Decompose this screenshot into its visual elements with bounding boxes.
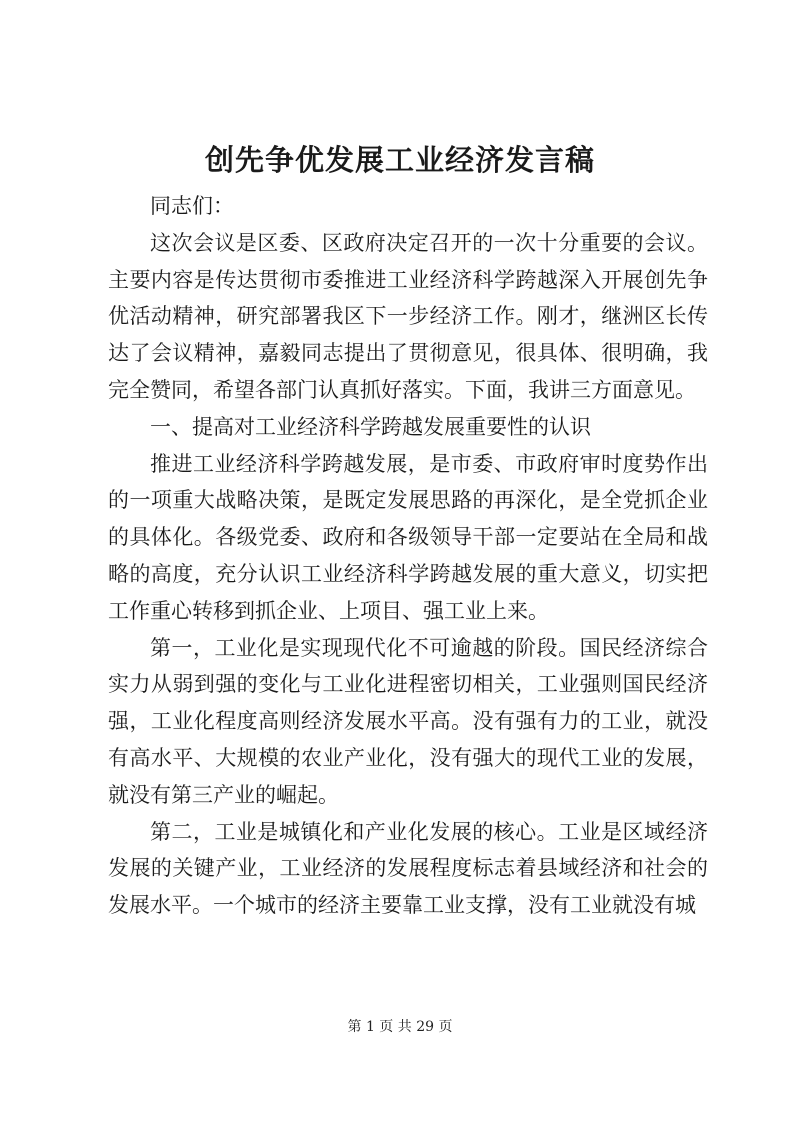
salutation: 同志们： [150, 194, 234, 218]
document-title: 创先争优发展工业经济发言稿 [204, 143, 595, 177]
paragraph-first-point: 第一，工业化是实现现代化不可逾越的阶段。国民经济综合实力从弱到强的变化与工业化进程密切相关，工业强则国民经济强，工业化程度高则经济发展水平高。没有强有力的工业，就没有高水平、大规模的农业产业化，没有强大的现代工业的发展，就没有第三产业的崛起。 [108, 635, 708, 807]
section-heading-1: 一、提高对工业经济科学跨越发展重要性的认识 [150, 414, 591, 439]
page-number-footer: 第 1 页 共 29 页 [347, 1019, 453, 1035]
document-body [108, 188, 708, 924]
paragraph-section-1: 推进工业经济科学跨越发展，是市委、市政府审时度势作出的一项重大战略决策，是既定发展思路的再深化，是全党抓企业的具体化。各级党委、政府和各级领导干部一定要站在全局和战略的高度，充分认识工业经济科学跨越发展的重大意义，切实把工作重心转移到抓企业、上项目、强工业上来。 [108, 451, 708, 623]
paragraph-intro: 这次会议是区委、区政府决定召开的一次十分重要的会议。主要内容是传达贯彻市委推进工业经济科学跨越深入开展创先争优活动精神，研究部署我区下一步经济工作。刚才，继洲区长传达了会议精神，嘉毅同志提出了贯彻意见，很具体、很明确，我完全赞同，希望各部门认真抓好落实。下面，我讲三方面意见。 [108, 230, 708, 402]
paragraph-second-point: 第二，工业是城镇化和产业化发展的核心。工业是区域经济发展的关键产业，工业经济的发展程度标志着县域经济和社会的发展水平。一个城市的经济主要靠工业支撑，没有工业就没有城 [108, 819, 708, 918]
